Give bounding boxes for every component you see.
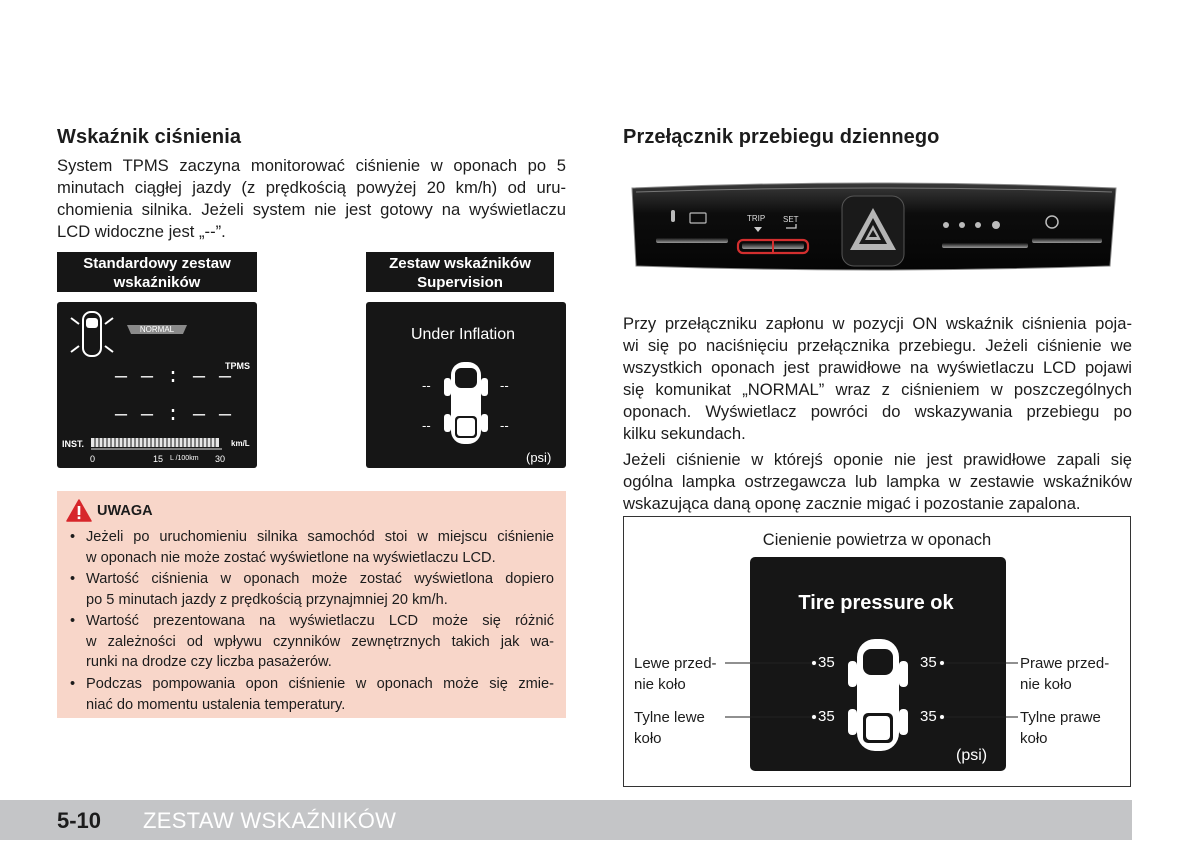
inst-label: INST. bbox=[62, 439, 85, 449]
tpms-label: TPMS bbox=[225, 361, 251, 371]
paragraph-warning: Jeżeli ciśnienie w którejś oponie nie jest prawidłowe zapali się ogólna lampka ostrzegawcza lub lampka w zestawie wskaźników wskazująca daną oponę zacznie migać i pozostanie zapalona. bbox=[623, 450, 1132, 513]
normal-label: NORMAL bbox=[139, 325, 175, 334]
pressure-rr: -- bbox=[500, 418, 509, 433]
figure-caption: Cienienie powietrza w oponach bbox=[762, 531, 992, 549]
intro-paragraph: System TPMS zaczyna monitorować ciśnienie w oponach po 5 minutach ciągłej jazdy (z prędkością powyżej 20 km/h) od uru- chomienia silnika. Jeżeli system nie jest gotowy na wyświetlaczu LCD widoczne jest „--”. bbox=[57, 156, 566, 241]
psi-unit: (psi) bbox=[526, 450, 552, 465]
label-front-left: Lewe przed- nie koło bbox=[634, 655, 717, 693]
scale-15: 15 bbox=[153, 454, 164, 464]
trip-label: TRIP bbox=[747, 214, 766, 223]
warning-triangle-icon bbox=[66, 499, 92, 522]
set-label: SET bbox=[783, 215, 799, 224]
scale-unit: L /100km bbox=[170, 455, 199, 462]
pressure-rl: 35 bbox=[818, 708, 835, 725]
warning-box bbox=[57, 491, 566, 718]
label-rear-left: Tylne lewe koło bbox=[634, 709, 705, 747]
pressure-rr: 35 bbox=[920, 708, 937, 725]
paragraph-normal: Przy przełączniku zapłonu w pozycji ON wskaźnik ciśnienia poja- wi się po naciśnięciu przełącznika przebiegu. Jeżeli ciśnienie we wszystkich oponach jest prawidłowe na wyświetlaczu LCD pojawi się komunikat „NORMAL” wraz z ciśnieniem w poszczególnych oponach. Wyświetlacz powróci do wskazywania przebiegu po kilku sekundach. bbox=[623, 314, 1132, 443]
warning-list bbox=[57, 527, 554, 716]
car-top-view-icon bbox=[442, 358, 490, 448]
section-name: ZESTAW WSKAŹNIKÓW bbox=[143, 808, 397, 833]
label-rear-right: Tylne prawe koło bbox=[1020, 709, 1101, 747]
warning-title: UWAGA bbox=[97, 503, 153, 519]
standard-cluster-header: Standardowy zestaw wskaźników bbox=[57, 252, 257, 292]
list-item: • Podczas pompowania opon ciśnienie w oponach może się zmie- niać do momentu ustalenia temperatury. bbox=[57, 674, 554, 715]
pressure-fr: -- bbox=[500, 378, 509, 393]
economy-unit-label: km/L bbox=[231, 439, 250, 448]
standard-cluster-lcd bbox=[57, 302, 257, 468]
supervision-cluster-header: Zestaw wskaźników Supervision bbox=[366, 252, 554, 292]
rear-pressure-dashes: — — : — — bbox=[115, 404, 233, 427]
section-title-pressure-indicator: Wskaźnik ciśnienia bbox=[57, 126, 242, 148]
scale-30: 30 bbox=[215, 454, 226, 464]
list-item: • Jeżeli po uruchomieniu silnika samochód stoi w miejscu ciśnienie w oponach nie może zostać wyświetlone na wyświetlaczu LCD. bbox=[57, 527, 554, 568]
pressure-fr: 35 bbox=[920, 654, 937, 671]
pressure-fl: 35 bbox=[818, 654, 835, 671]
list-item: • Wartość ciśnienia w oponach może zostać wyświetlona dopiero po 5 minutach jazdy z prędkością przynajmniej 20 km/h. bbox=[57, 569, 554, 610]
front-pressure-dashes: — — : — — bbox=[115, 366, 233, 389]
pressure-rl: -- bbox=[422, 418, 431, 433]
page-number: 5-10 bbox=[57, 808, 102, 833]
under-inflation-text: Under Inflation bbox=[410, 326, 516, 343]
scale-0: 0 bbox=[90, 454, 96, 464]
tire-pressure-ok-text: Tire pressure ok bbox=[798, 592, 954, 614]
psi-unit: (psi) bbox=[956, 747, 988, 764]
supervision-cluster-lcd bbox=[366, 302, 566, 468]
section-title-trip-switch: Przełącznik przebiegu dziennego bbox=[623, 126, 940, 148]
tire-pressure-figure bbox=[623, 516, 1131, 787]
list-item: • Wartość prezentowana na wyświetlaczu LCD może się różnić w zależności od wpływu czynników zewnętrznych takich jak wa- runki na drodze czy liczba pasażerów. bbox=[57, 611, 554, 673]
pressure-fl: -- bbox=[422, 378, 431, 393]
page-footer bbox=[0, 800, 1132, 840]
label-front-right: Prawe przed- nie koło bbox=[1020, 655, 1110, 693]
trip-switch-panel bbox=[628, 180, 1118, 275]
